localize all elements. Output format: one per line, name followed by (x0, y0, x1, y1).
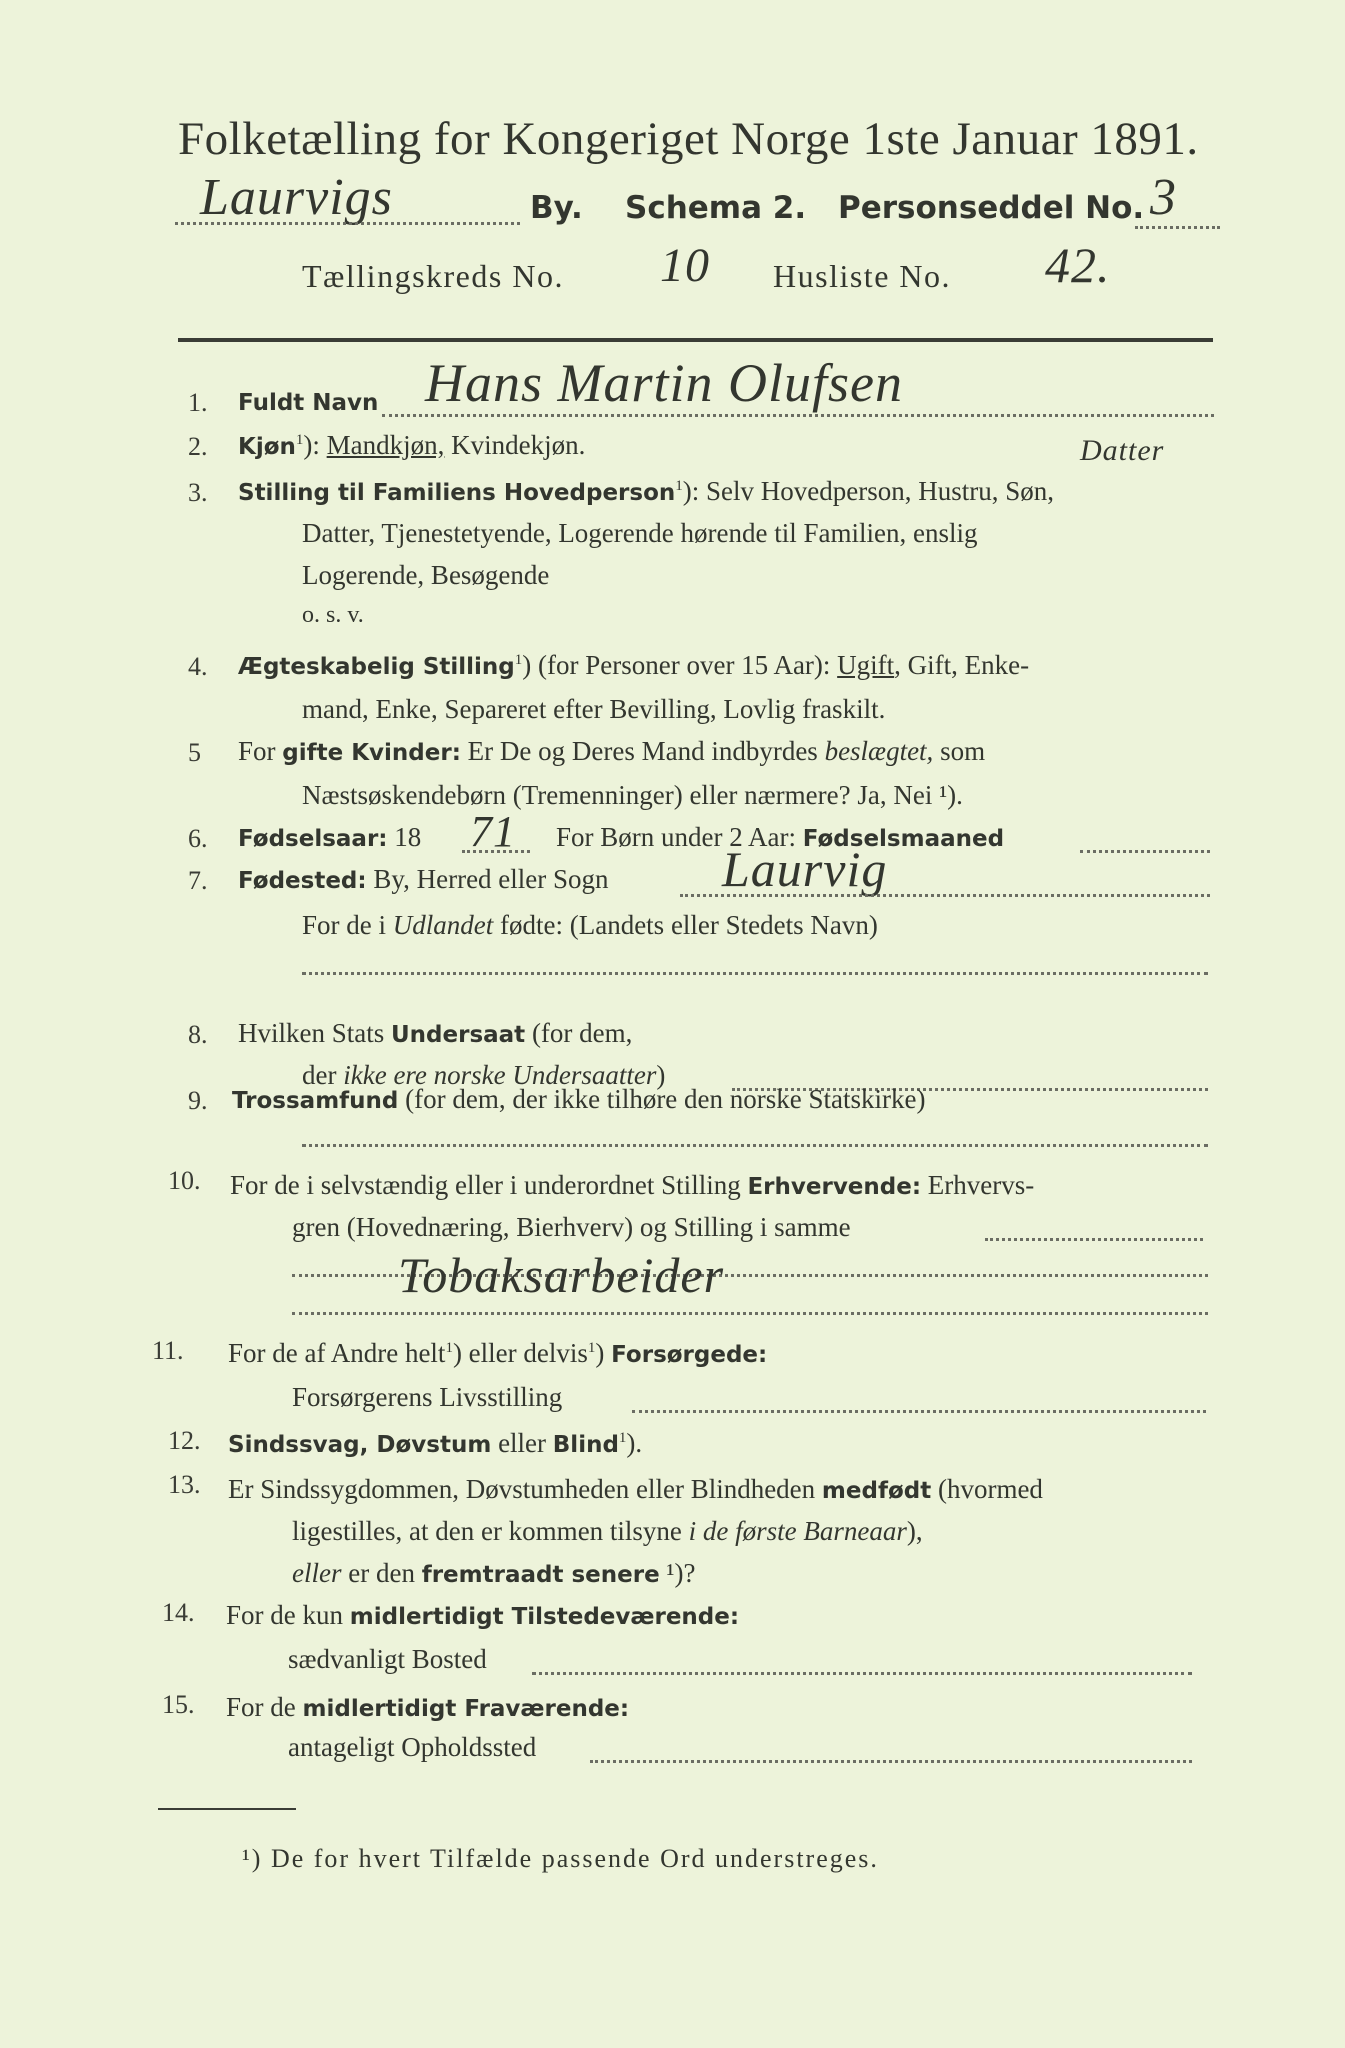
q7-l2b: fødte: (Landets eller Stedets Navn) (493, 910, 878, 940)
q1-number: 1. (188, 388, 208, 417)
q11-l1a: For de af Andre helt (228, 1338, 446, 1368)
q6-label: Fødselsaar: (238, 826, 388, 852)
personseddel-number: 3 (1150, 169, 1177, 226)
q4-sup: 1 (514, 652, 523, 668)
q2-label: Kjøn (238, 434, 296, 460)
q3-line1 (238, 476, 1054, 507)
city-dotted-line (175, 222, 520, 225)
q10-dotted1 (985, 1238, 1203, 1241)
q2-female: Kvindekjøn. (444, 430, 586, 460)
q12-end: ). (626, 1428, 643, 1458)
q10-line1 (230, 1170, 1034, 1201)
q5-text1b: som (933, 736, 986, 766)
q3-number: 3. (188, 478, 208, 507)
q8-l2i: ikke ere norske Undersaatter (343, 1060, 657, 1090)
q15-dotted (590, 1760, 1192, 1763)
q4-label: Ægteskabelig Stilling (238, 654, 515, 680)
taellingskreds-label: Tællingskreds No. (302, 258, 564, 294)
q3-line2: Datter, Tjenestetyende, Logerende hørende til Familien, enslig (302, 518, 978, 548)
husliste-number: 42. (1045, 237, 1111, 293)
q14-line2: sædvanligt Bosted (288, 1644, 487, 1674)
q1-name-value: Hans Martin Olufsen (425, 353, 903, 413)
q4-number: 4. (188, 652, 208, 681)
footnote-rule (158, 1808, 296, 1810)
q10-occupation-value: Tobaksarbeider (398, 1247, 725, 1303)
q6-mid: For Børn under 2 Aar: (556, 822, 803, 852)
q14-l1a: For de kun (226, 1600, 350, 1630)
q11-l1c: ) (595, 1338, 612, 1368)
q2-text: ): (303, 430, 327, 460)
q11-number: 11. (152, 1336, 184, 1365)
q7-label: Fødested: (238, 868, 367, 894)
q2-sup: 1 (295, 432, 304, 448)
q9-line (232, 1084, 925, 1115)
q3-sup: 1 (675, 478, 683, 494)
q5-line2: Næstsøskendebørn (Tremenninger) eller nærmere? Ja, Nei ¹). (302, 780, 963, 810)
q13-l2i: i de første Barneaar (688, 1516, 907, 1546)
q7-dotted2 (302, 972, 1208, 975)
q6-label2: Fødselsmaaned (802, 826, 1005, 852)
q4-text-b: , Gift, Enke- (894, 650, 1030, 680)
q7-line1 (238, 864, 609, 895)
husliste-label: Husliste No. (773, 258, 951, 294)
q13-l1b: (hvormed (931, 1474, 1043, 1504)
q13-l3b: ¹)? (659, 1558, 696, 1588)
q11-sup2: 1 (587, 1340, 596, 1356)
q5-line1 (238, 736, 985, 767)
footnote: ¹) De for hvert Tilfælde passende Ord understreges. (242, 1844, 879, 1873)
q10-label: Erhvervende: (747, 1174, 922, 1200)
q13-l2a: ligestilles, at den er kommen tilsyne (292, 1516, 689, 1546)
by-label: By. (530, 190, 583, 226)
q8-line1 (238, 1018, 632, 1049)
q11-label: Forsørgede: (611, 1342, 768, 1368)
q7-line2 (302, 910, 878, 941)
header-rule (178, 338, 1213, 342)
q7-text: By, Herred eller Sogn (366, 864, 609, 894)
q13-l1a: Er Sindssygdommen, Døvstumheden eller Blindheden (228, 1474, 822, 1504)
q13-line3 (292, 1558, 696, 1589)
q12-sup: 1 (618, 1430, 627, 1446)
q3-text1: ): Selv Hovedperson, Hustru, Søn, (682, 476, 1054, 506)
q12-label: Sindssvag, Døvstum (228, 1432, 492, 1458)
q11-sup1: 1 (445, 1340, 453, 1356)
q15-l1a: For de (226, 1692, 303, 1722)
q7-l2a: For de i (302, 910, 393, 940)
q7-birthplace-value: Laurvig (722, 841, 888, 897)
q7-number: 7. (188, 866, 208, 895)
q15-number: 15. (162, 1690, 195, 1719)
personseddel-dotted-line (1135, 226, 1220, 229)
q13-l2b: ), (906, 1516, 923, 1546)
schema-label: Schema 2. (625, 190, 807, 226)
q8-l1a: Hvilken Stats (238, 1018, 391, 1048)
q15-line2: antageligt Opholdssted (288, 1732, 537, 1762)
q13-l3i: eller (292, 1558, 342, 1588)
q7-l2i: Udlandet (392, 910, 494, 940)
q5-label: gifte Kvinder: (282, 740, 461, 766)
q11-line2: Forsørgerens Livsstilling (292, 1382, 563, 1412)
q10-dotted3 (292, 1312, 1208, 1315)
q7-dotted (680, 894, 1210, 897)
q2-number: 2. (188, 432, 208, 461)
q6-line (238, 822, 421, 853)
q6-number: 6. (188, 824, 208, 853)
q12-number: 12. (168, 1426, 201, 1455)
taellingskreds-number: 10 (660, 239, 710, 292)
q13-number: 13. (168, 1470, 201, 1499)
q4-line2: mand, Enke, Separeret efter Bevilling, Lovlig fraskilt. (302, 694, 886, 724)
q3-line4: o. s. v. (302, 602, 364, 628)
q10-l1a: For de i selvstændig eller i underordnet Stilling (230, 1170, 748, 1200)
q8-l1b: (for dem, (525, 1018, 633, 1048)
q12-line (228, 1428, 642, 1459)
q5-text1: Er De og Deres Mand indbyrdes (460, 736, 825, 766)
q10-l1b: Erhvervs- (921, 1170, 1035, 1200)
q2-handwritten-note: Datter (1080, 434, 1165, 467)
q1-label: Fuldt Navn (238, 390, 379, 416)
q6-month-dotted (1080, 850, 1210, 853)
q14-line1 (226, 1600, 739, 1631)
q5-number: 5 (188, 738, 201, 767)
q15-line1 (226, 1692, 629, 1723)
q14-number: 14. (162, 1598, 195, 1627)
q2-male: Mandkjøn, (326, 430, 445, 460)
q10-number: 10. (168, 1166, 201, 1195)
q8-number: 8. (188, 1020, 208, 1049)
q2-line (238, 430, 585, 461)
q5-italic: beslægtet, (824, 736, 934, 766)
q13-line1 (228, 1474, 1043, 1505)
q12-text: eller (491, 1428, 553, 1458)
q13-label2: fremtraadt senere (421, 1562, 660, 1588)
q13-l3a: er den (341, 1558, 422, 1588)
q3-line3: Logerende, Besøgende (302, 560, 550, 590)
q15-label: midlertidigt Fraværende: (302, 1696, 630, 1722)
q13-line2 (292, 1516, 923, 1547)
q9-dotted (302, 1144, 1208, 1147)
q10-line2: gren (Hovednæring, Bierhverv) og Stilling i samme (292, 1212, 851, 1242)
q5-prefix: For (238, 736, 283, 766)
q3-label: Stilling til Familiens Hovedperson (238, 480, 676, 506)
q13-label: medfødt (821, 1478, 932, 1504)
q9-number: 9. (188, 1086, 208, 1115)
q9-label: Trossamfund (232, 1088, 399, 1114)
q6-year-dotted (462, 850, 530, 853)
q12-label2: Blind (552, 1432, 619, 1458)
personseddel-label: Personseddel No. (838, 190, 1145, 226)
q6-year-value: 71 (470, 807, 516, 856)
q6-prefix: 18 (387, 822, 422, 852)
q8-l2a: der (302, 1060, 344, 1090)
q14-label: midlertidigt Tilstedeværende: (349, 1604, 740, 1630)
q8-l2b: ) (656, 1060, 666, 1090)
q4-text-a: ) (for Personer over 15 Aar): (522, 650, 838, 680)
q4-ugift: Ugift (837, 650, 895, 680)
q9-text: (for dem, der ikke tilhøre den norske Statskirke) (398, 1084, 926, 1114)
city-handwritten: Laurvigs (200, 169, 393, 226)
q11-dotted (632, 1410, 1206, 1413)
q4-line1 (238, 650, 1029, 681)
q8-label: Undersaat (391, 1022, 526, 1048)
q11-line1 (228, 1338, 767, 1369)
q14-dotted (532, 1672, 1192, 1675)
q1-dotted-line (382, 414, 1214, 417)
form-title: Folketælling for Kongeriget Norge 1ste Januar 1891. (178, 113, 1199, 165)
q11-l1b: ) eller delvis (452, 1338, 588, 1368)
